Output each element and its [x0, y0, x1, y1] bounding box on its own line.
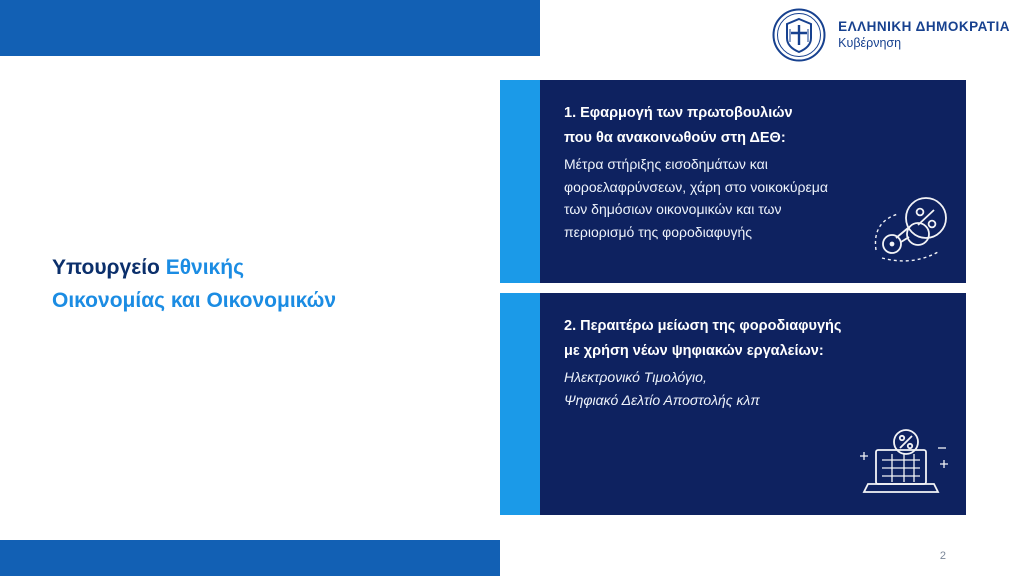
- laptop-percent-icon: [846, 424, 956, 509]
- card-1-body: [540, 80, 966, 283]
- card-1-heading-line-1: 1. Εφαρμογή των πρωτοβουλιών: [564, 105, 793, 121]
- content-card-2: [500, 293, 966, 515]
- card-2-stripe: [500, 293, 540, 515]
- page-number: 2: [939, 550, 946, 562]
- card-2-body: [540, 293, 966, 515]
- card-2-body-line-2: Ψηφιακό Δελτίο Αποστολής κλπ: [564, 391, 760, 408]
- logo-text-block: [838, 19, 1010, 52]
- card-1-stripe: [500, 80, 540, 283]
- card-1-body-line-1: Μέτρα στήριξης εισοδημάτων και: [564, 155, 768, 172]
- ministry-title-highlight-1: Εθνικής: [165, 256, 245, 279]
- ministry-title-highlight-2: Οικονομίας και Οικονομικών: [52, 288, 337, 312]
- hellenic-republic-logo: [772, 8, 1010, 62]
- card-2-body-line-1: Ηλεκτρονικό Τιμολόγιο,: [564, 368, 707, 385]
- content-card-1: [500, 80, 966, 283]
- card-1-body-line-2: φοροελαφρύνσεων, χάρη στο νοικοκύρεμα: [564, 178, 828, 195]
- logo-line-1: ΕΛΛΗΝΙΚΗ ΔΗΜΟΚΡΑΤΙΑ: [838, 18, 1010, 34]
- card-1-body-line-3: των δημόσιων οικονομικών και των: [564, 201, 782, 218]
- page-title: [52, 252, 452, 317]
- card-1-heading-line-2: που θα ανακοινωθούν στη ΔΕΘ:: [564, 130, 786, 147]
- bottom-accent-bar: [0, 540, 500, 576]
- card-2-heading-line-1: 2. Περαιτέρω μείωση της φοροδιαφυγής: [564, 318, 842, 334]
- top-accent-bar: [0, 0, 540, 56]
- ministry-title-plain: Υπουργείο: [52, 256, 166, 279]
- logo-line-2: Κυβέρνηση: [838, 35, 902, 50]
- card-2-heading-line-2: με χρήση νέων ψηφιακών εργαλείων:: [564, 343, 824, 360]
- hellenic-republic-emblem-icon: [772, 8, 826, 62]
- card-1-body-line-4: περιορισμό της φοροδιαφυγής: [564, 223, 753, 240]
